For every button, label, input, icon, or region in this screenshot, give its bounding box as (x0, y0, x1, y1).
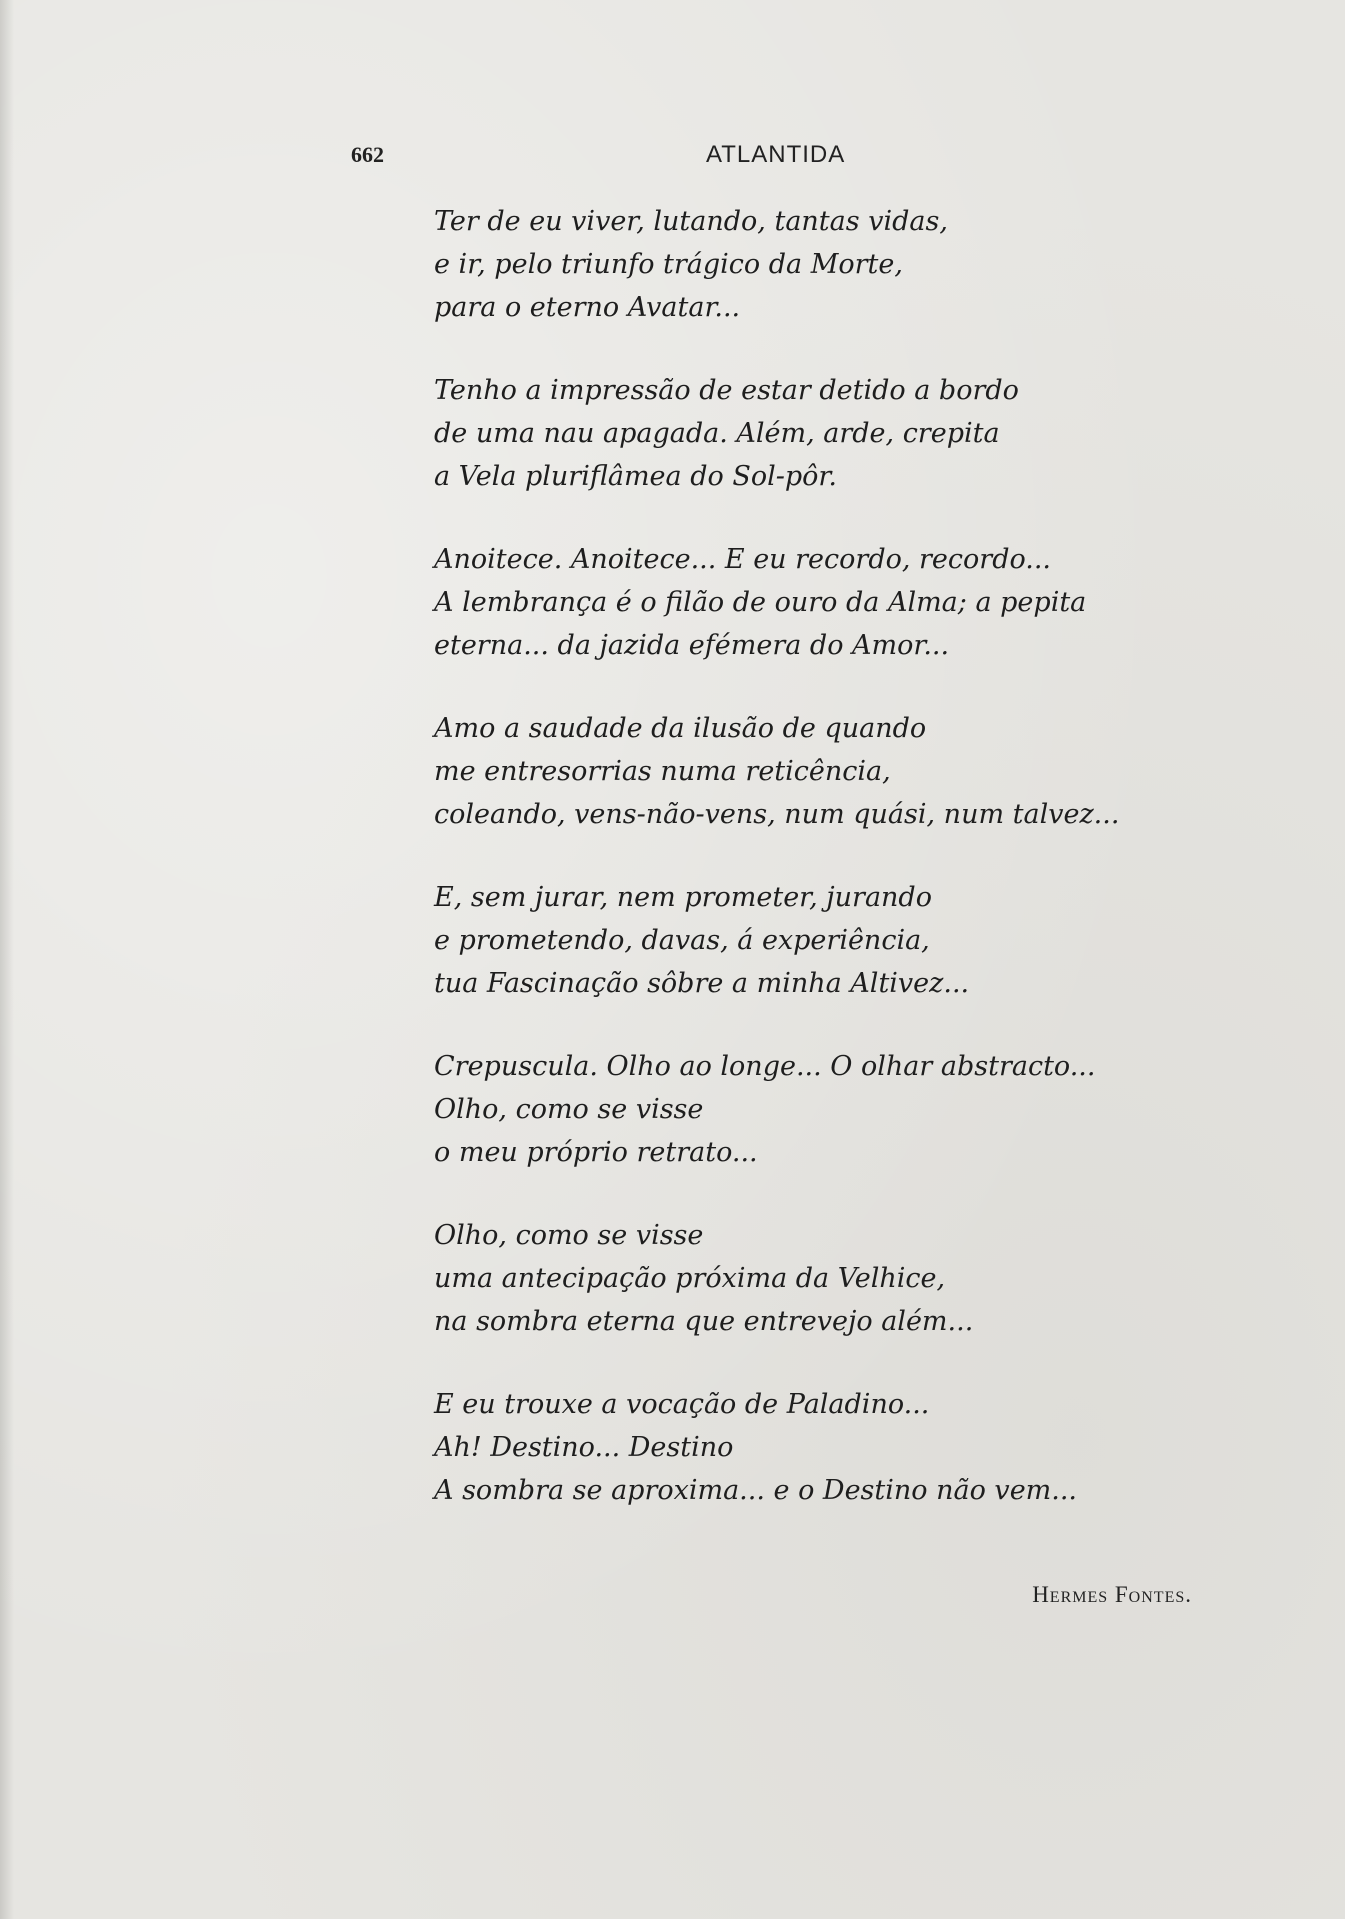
poem-line: uma antecipação próxima da Velhice, (434, 1263, 946, 1294)
poem-line: para o eterno Avatar... (434, 292, 741, 323)
poem-line: coleando, vens-não-vens, num quási, num talvez... (434, 799, 1120, 830)
stanza (434, 1214, 1234, 1343)
page-gutter-shadow (0, 0, 14, 1919)
page-number: 662 (351, 142, 384, 167)
stanza (434, 1045, 1234, 1174)
author-signature: Hermes Fontes. (1032, 1582, 1192, 1607)
poem-line: Ah! Destino... Destino (434, 1432, 734, 1463)
poem-body (434, 200, 1234, 1552)
stanza (434, 538, 1234, 667)
poem-line: na sombra eterna que entrevejo além... (434, 1306, 974, 1337)
poem-line: de uma nau apagada. Além, arde, crepita (434, 418, 1000, 449)
stanza (434, 707, 1234, 836)
poem-line: Anoitece. Anoitece... E eu recordo, recordo... (434, 544, 1052, 575)
poem-line: E, sem jurar, nem prometer, jurando (434, 882, 932, 913)
poem-line: tua Fascinação sôbre a minha Altivez... (434, 968, 970, 999)
poem-line: A lembrança é o filão de ouro da Alma; a pepita (434, 587, 1087, 618)
poem-line: Tenho a impressão de estar detido a bordo (434, 375, 1019, 406)
running-title: ATLANTIDA (706, 141, 846, 168)
stanza (434, 200, 1234, 329)
poem-line: me entresorrias numa reticência, (434, 756, 891, 787)
poem-line: e prometendo, davas, á experiência, (434, 925, 930, 956)
stanza (434, 369, 1234, 498)
poem-line: Crepuscula. Olho ao longe... O olhar abstracto... (434, 1051, 1096, 1082)
poem-line: Olho, como se visse (434, 1220, 704, 1251)
poem-line: Olho, como se visse (434, 1094, 704, 1125)
poem-line: a Vela pluriflâmea do Sol-pôr. (434, 461, 837, 492)
stanza (434, 1383, 1234, 1512)
stanza (434, 876, 1234, 1005)
poem-line: Ter de eu viver, lutando, tantas vidas, (434, 206, 948, 237)
poem-line: Amo a saudade da ilusão de quando (434, 713, 927, 744)
poem-line: E eu trouxe a vocação de Paladino... (434, 1389, 930, 1420)
poem-line: eterna... da jazida efémera do Amor... (434, 630, 950, 661)
poem-line: o meu próprio retrato... (434, 1137, 758, 1168)
poem-line: e ir, pelo triunfo trágico da Morte, (434, 249, 903, 280)
poem-line: A sombra se aproxima... e o Destino não vem... (434, 1475, 1078, 1506)
